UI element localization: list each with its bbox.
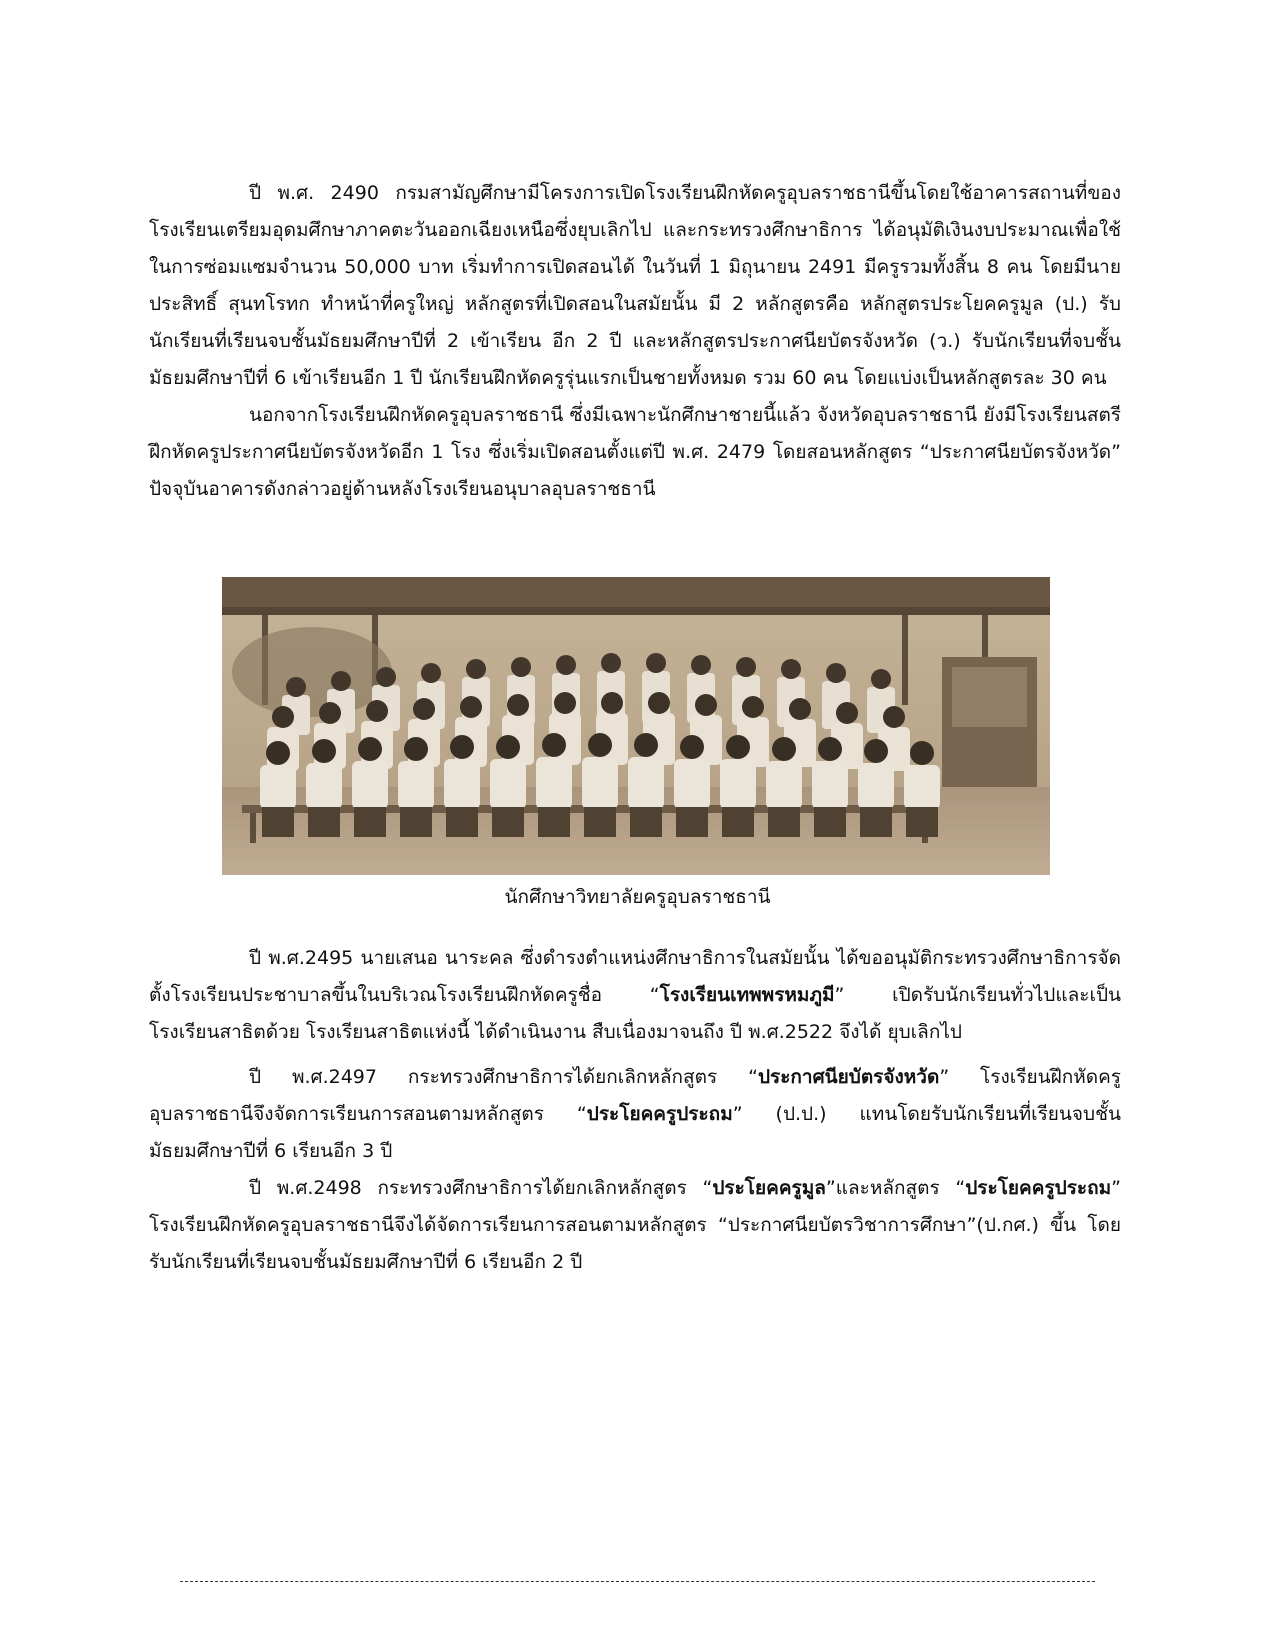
curriculum-name-bold: ประโยคครูประถม [586, 1103, 733, 1125]
paragraph-founding-2490: ปี พ.ศ. 2490 กรมสามัญศึกษามีโครงการเปิดโรงเรียนฝึกหัดครูอุบลราชธานีขึ้นโดยใช้อาคารสถานที่ของโรงเรียนเตรียมอุดมศึกษาภาคตะวันออกเฉียงเหนือซึ่งยุบเลิกไป และกระทรวงศึกษาธิการ ได้อนุมัติเงินงบประมาณเพื่อใช้ในการซ่อมแซมจำนวน 50,000 บาท เริ่มทำการเปิดสอนได้ ในวันที่ 1 มิถุนายน 2491 มีครูรวมทั้งสิ้น 8 คน โดยมีนายประสิทธิ์ สุนทโรทก ทำหน้าที่ครูใหญ่ หลักสูตรที่เปิดสอนในสมัยนั้น มี 2 หลักสูตรคือ หลักสูตรประโยคครูมูล (ป.) รับนักเรียนที่เรียนจบชั้นมัธยมศึกษาปีที่ 2 เข้าเรียน อีก 2 ปี และหลักสูตรประกาศนียบัตรจังหวัด (ว.) รับนักเรียนที่จบชั้นมัธยมศึกษาปีที่ 6 เข้าเรียนอีก 1 ปี นักเรียนฝึกหัดครูรุ่นแรกเป็นชายทั้งหมด รวม 60 คน โดยแบ่งเป็นหลักสูตรละ 30 คน [149, 182, 1121, 389]
photo-caption: นักศึกษาวิทยาลัยครูอุบลราชธานี [504, 886, 771, 908]
footer-divider [180, 1581, 1095, 1582]
school-name-bold: โรงเรียนเทพพรหมภูมี [659, 984, 835, 1006]
paragraph-text: ” โรงเรียนฝึกหัดครูอุบลราชธานีจึงได้จัดการเรียนการสอนตามหลักสูตร “ประกาศนียบัตรวิชาการศึกษา”(ป.กศ.) ขึ้น โดยรับนักเรียนที่เรียนจบชั้นมัธยมศึกษาปีที่ 6 เรียนอีก 2 ปี [149, 1177, 1121, 1273]
curriculum-name-bold: ประโยคครูประถม [965, 1177, 1112, 1199]
paragraph-text: ”และหลักสูตร “ [825, 1177, 966, 1199]
paragraph-text: ” (ป.ป.) แทนโดยรับนักเรียนที่เรียนจบชั้นมัธยมศึกษาปีที่ 6 เรียนอีก 3 ปี [149, 1103, 1121, 1162]
paragraph-text: ปี พ.ศ.2495 นายเสนอ นาระคล ซึ่งดำรงตำแหน่งศึกษาธิการในสมัยนั้น ได้ขออนุมัติกระทรวงศึกษาธิการจัดตั้งโรงเรียนประชาบาลขึ้นในบริเวณโรงเรียนฝึกหัดครูชื่อ “ [149, 947, 1121, 1006]
document-body [149, 175, 1121, 508]
paragraph-text: ” โรงเรียนฝึกหัดครูอุบลราชธานีจึงจัดการเรียนการสอนตามหลักสูตร “ [149, 1066, 1121, 1125]
document-body-lower [149, 940, 1121, 1281]
paragraph-curriculum-2498 [149, 1170, 1121, 1281]
curriculum-name-bold: ประโยคครูมูล [712, 1177, 826, 1199]
paragraph-demonstration-school-2495 [149, 940, 1121, 1051]
paragraph-text: ” เปิดรับนักเรียนทั่วไปและเป็นโรงเรียนสาธิตด้วย โรงเรียนสาธิตแห่งนี้ ได้ดำเนินงาน สืบเนื่องมาจนถึง ปี พ.ศ.2522 จึงได้ ยุบเลิกไป [149, 984, 1121, 1043]
paragraph-text: ปี พ.ศ.2498 กระทรวงศึกษาธิการได้ยกเลิกหลักสูตร “ [249, 1177, 713, 1199]
students-group-photo-image [222, 577, 1050, 875]
paragraph-text: ปี พ.ศ.2497 กระทรวงศึกษาธิการได้ยกเลิกหลักสูตร “ [249, 1066, 758, 1088]
curriculum-name-bold: ประกาศนียบัตรจังหวัด [757, 1066, 940, 1088]
paragraph-women-teacher-school: นอกจากโรงเรียนฝึกหัดครูอุบลราชธานี ซึ่งมีเฉพาะนักศึกษาชายนี้แล้ว จังหวัดอุบลราชธานี ยังมีโรงเรียนสตรีฝึกหัดครูประกาศนียบัตรจังหวัดอีก 1 โรง ซึ่งเริ่มเปิดสอนตั้งแต่ปี พ.ศ. 2479 โดยสอนหลักสูตร “ประกาศนียบัตรจังหวัด” ปัจจุบันอาคารดังกล่าวอยู่ด้านหลังโรงเรียนอนุบาลอุบลราชธานี [149, 404, 1121, 500]
paragraph-curriculum-2497 [149, 1059, 1121, 1170]
group-photo [222, 577, 1050, 875]
